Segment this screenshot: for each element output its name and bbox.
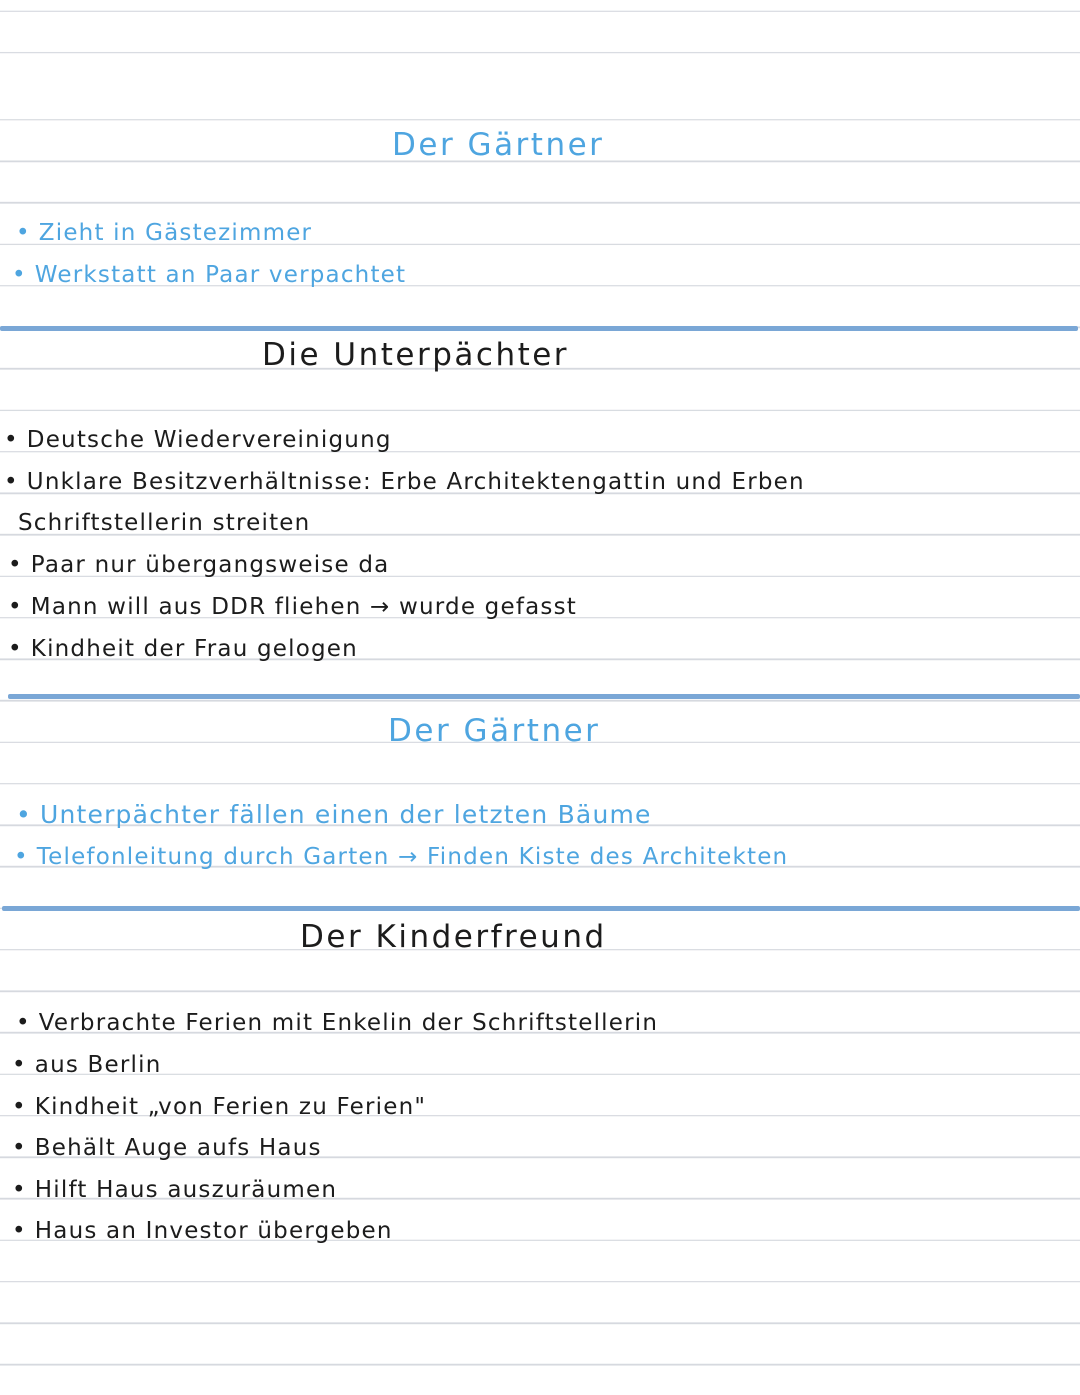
bullet-icon: • bbox=[8, 594, 23, 620]
bullet-icon: • bbox=[16, 800, 32, 829]
bullet-icon: • bbox=[12, 1094, 27, 1120]
list-item: • Werkstatt an Paar verpachtet bbox=[12, 262, 407, 288]
list-item: • Unterpächter fällen einen der letzten Bäume bbox=[16, 800, 652, 829]
list-item: • Kindheit der Frau gelogen bbox=[8, 636, 358, 662]
bullet-icon: • bbox=[12, 1052, 27, 1078]
bullet-icon: • bbox=[12, 1177, 27, 1203]
section-divider bbox=[2, 906, 1080, 911]
bullet-icon: • bbox=[4, 427, 19, 453]
bullet-icon: • bbox=[8, 552, 23, 578]
bullet-icon: • bbox=[14, 844, 29, 870]
section-title-gaertner-2: Der Gärtner bbox=[388, 713, 601, 749]
list-item: • Telefonleitung durch Garten → Finden Kiste des Architekten bbox=[14, 844, 789, 870]
list-item: • Kindheit „von Ferien zu Ferien" bbox=[12, 1094, 427, 1120]
bullet-icon: • bbox=[12, 1218, 27, 1244]
list-item: • Unklare Besitzverhältnisse: Erbe Architektengattin und Erben bbox=[4, 469, 805, 495]
bullet-icon: • bbox=[4, 469, 19, 495]
list-item: • Deutsche Wiedervereinigung bbox=[4, 427, 392, 453]
list-item: • Haus an Investor übergeben bbox=[12, 1218, 393, 1244]
list-item: • Mann will aus DDR fliehen → wurde gefasst bbox=[8, 594, 578, 620]
bullet-icon: • bbox=[12, 262, 27, 288]
list-item: • aus Berlin bbox=[12, 1052, 162, 1078]
list-item: • Hilft Haus auszuräumen bbox=[12, 1177, 338, 1203]
section-title-gaertner-1: Der Gärtner bbox=[392, 127, 605, 163]
bullet-icon: • bbox=[8, 636, 23, 662]
section-divider bbox=[8, 694, 1080, 699]
bullet-icon: • bbox=[16, 220, 31, 246]
list-item: • Behält Auge aufs Haus bbox=[12, 1135, 322, 1161]
section-title-kinderfreund: Der Kinderfreund bbox=[300, 919, 607, 955]
list-item-continuation: Schriftstellerin streiten bbox=[18, 510, 311, 536]
section-title-unterpaechter: Die Unterpächter bbox=[262, 337, 570, 373]
list-item: • Zieht in Gästezimmer bbox=[16, 220, 313, 246]
list-item: • Verbrachte Ferien mit Enkelin der Schriftstellerin bbox=[16, 1010, 659, 1036]
section-divider bbox=[0, 326, 1078, 331]
bullet-icon: • bbox=[16, 1010, 31, 1036]
list-item: • Paar nur übergangsweise da bbox=[8, 552, 390, 578]
bullet-icon: • bbox=[12, 1135, 27, 1161]
